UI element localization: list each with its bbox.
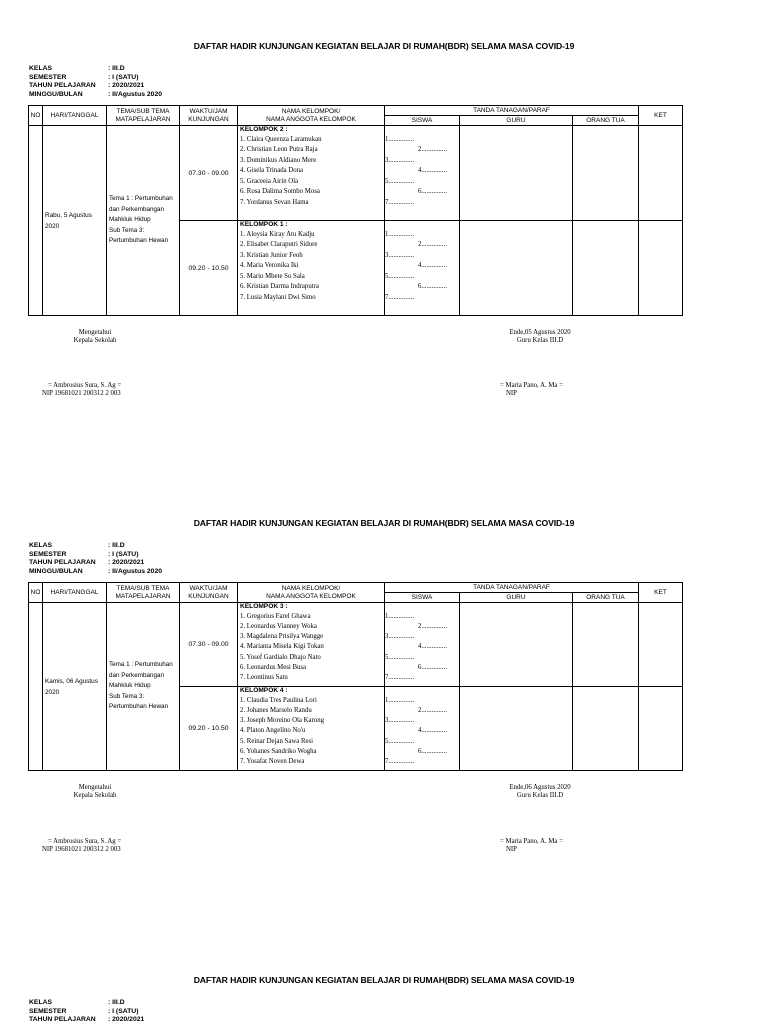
teacher-name: = Maria Pano, A. Ma = NIP bbox=[500, 838, 563, 853]
col-group: NAMA KELOMPOK/ NAMA ANGGOTA KELOMPOK bbox=[238, 106, 385, 126]
col-no: NO bbox=[29, 106, 43, 126]
parent-signature bbox=[573, 221, 639, 316]
member-name: 7. Yordanus Sevan Hama bbox=[240, 199, 309, 207]
col-day: HARI/TANGGAL bbox=[43, 583, 107, 603]
group-heading: KELOMPOK 2 : bbox=[240, 126, 288, 133]
class-info bbox=[29, 999, 144, 1025]
info-label: MINGGU/BULAN bbox=[29, 90, 83, 98]
info-value: : 2020/2021 bbox=[108, 82, 145, 89]
visit-time: 09.20 - 10.50 bbox=[180, 687, 238, 771]
col-teacher: GURU bbox=[460, 116, 573, 126]
info-label: KELAS bbox=[29, 542, 53, 549]
theme-subject: Tema 1 : Pertumbuhan dan Perkembangan Mahkluk Hidup Sub Tema 3: Pertumbuhan Hewan bbox=[107, 126, 180, 316]
col-no: NO bbox=[29, 583, 43, 603]
col-note: KET bbox=[639, 106, 683, 126]
member-name: 5. Mario Mbete So Sala bbox=[240, 272, 305, 280]
member-name: 3. Magdalena Prisilya Wangge bbox=[240, 633, 324, 641]
col-student: SISWA bbox=[385, 116, 460, 126]
col-signature: TANDA TANAGAN/PARAF bbox=[385, 106, 639, 116]
student-signatures: 1............... 2............... 3............... 4............... 5............... 6............... 7............... bbox=[385, 603, 460, 687]
group-heading: KELOMPOK 4 : bbox=[240, 687, 288, 694]
info-value: : I (SATU) bbox=[108, 73, 139, 81]
student-signatures: 1............... 2............... 3............... 4............... 5............... 6............... 7............... bbox=[385, 126, 460, 221]
col-student: SISWA bbox=[385, 593, 460, 603]
member-name: 6. Kristian Darma Indraputra bbox=[240, 283, 319, 291]
info-label: SEMESTER bbox=[29, 550, 67, 558]
sheet-title: DAFTAR HADIR KUNJUNGAN KEGIATAN BELAJAR DI RUMAH(BDR) SELAMA MASA COVID-19 bbox=[193, 975, 575, 985]
principal-block: Mengetahui Kepala Sekolah bbox=[73, 784, 117, 799]
col-group: NAMA KELOMPOK/ NAMA ANGGOTA KELOMPOK bbox=[238, 583, 385, 603]
group-members bbox=[238, 221, 385, 316]
attendance-table bbox=[28, 582, 683, 771]
teacher-name: = Maria Pano, A. Ma = NIP bbox=[500, 382, 563, 397]
group-heading: KELOMPOK 1 : bbox=[240, 221, 288, 228]
principal-block: Mengetahui Kepala Sekolah bbox=[73, 329, 117, 344]
col-parent: ORANG TUA bbox=[573, 116, 639, 126]
info-label: SEMESTER bbox=[29, 73, 67, 81]
teacher-signature bbox=[460, 126, 573, 221]
teacher-block: Ende,06 Agustus 2020 Guru Kelas III.D bbox=[509, 784, 571, 799]
principal-name: = Ambrosius Sura, S. Ag = NIP 19681021 200312 2 003 bbox=[42, 382, 122, 397]
theme-subject: Tema 1 : Pertumbuhan dan Perkembangan Mahkluk Hidup Sub Tema 3: Pertumbuhan Hewan bbox=[107, 603, 180, 771]
member-name: 6. Rosa Dalima Sombo Mosa bbox=[240, 188, 320, 196]
member-name: 2. Christian Leon Putra Raja bbox=[240, 146, 318, 154]
member-name: 3. Dominikus Aldiano Mere bbox=[240, 156, 317, 164]
class-info bbox=[29, 542, 162, 576]
group-members bbox=[238, 603, 385, 687]
note-cell bbox=[639, 221, 683, 316]
info-label: MINGGU/BULAN bbox=[29, 567, 83, 575]
teacher-signature bbox=[460, 687, 573, 771]
member-name: 7. Lusia Maylani Dwi Simo bbox=[240, 294, 316, 302]
info-label: TAHUN PELAJARAN bbox=[29, 559, 96, 566]
col-theme: TEMA/SUB TEMA MATAPELAJARAN bbox=[107, 583, 180, 603]
member-name: 3. Kristian Junior Feoh bbox=[240, 251, 303, 259]
member-name: 1. Claira Queenza Laramukan bbox=[240, 135, 322, 143]
group-heading: KELOMPOK 3 : bbox=[240, 603, 288, 610]
row-number bbox=[29, 603, 43, 771]
col-time: WAKTU/JAM KUNJUNGAN bbox=[180, 106, 238, 126]
row-number bbox=[29, 126, 43, 316]
class-info bbox=[29, 65, 162, 99]
member-name: 2. Leonardus Vianney Woka bbox=[240, 622, 317, 630]
visit-time: 09.20 - 10.50 bbox=[180, 221, 238, 316]
student-signatures: 1............... 2............... 3............... 4............... 5............... 6............... 7............... bbox=[385, 221, 460, 316]
info-label: TAHUN PELAJARAN bbox=[29, 1016, 96, 1023]
sheet-title: DAFTAR HADIR KUNJUNGAN KEGIATAN BELAJAR DI RUMAH(BDR) SELAMA MASA COVID-19 bbox=[193, 518, 575, 528]
member-name: 1. Aloysia Kiray Atu Kadju bbox=[240, 230, 315, 238]
member-name: 5. Yosef Gardialo Dhajo Nato bbox=[240, 653, 321, 661]
info-value: : III.D bbox=[108, 542, 125, 549]
member-name: 4. Marianta Misela Kigi Tokan bbox=[240, 643, 324, 651]
member-name: 7. Leontinus Satu bbox=[240, 674, 288, 682]
member-name: 7. Yosafat Noven Dewa bbox=[240, 758, 305, 766]
principal-name: = Ambrosius Sura, S. Ag = NIP 19681021 200312 2 003 bbox=[42, 838, 122, 853]
day-date: Rabu, 5 Agustus 2020 bbox=[43, 126, 107, 316]
student-signatures: 1............... 2............... 3............... 4............... 5............... 6............... 7............... bbox=[385, 687, 460, 771]
member-name: 4. Gisela Trinada Dona bbox=[240, 167, 304, 175]
info-value: : III.D bbox=[108, 65, 125, 72]
note-cell bbox=[639, 603, 683, 687]
member-name: 6. Yohanes Sandriko Wogha bbox=[240, 747, 317, 755]
attendance-table bbox=[28, 105, 683, 316]
member-name: 1. Gregorius Farel Ghawa bbox=[240, 612, 311, 620]
group-members bbox=[238, 687, 385, 771]
info-label: TAHUN PELAJARAN bbox=[29, 82, 96, 89]
teacher-signature bbox=[460, 603, 573, 687]
info-value: : I (SATU) bbox=[108, 550, 139, 558]
info-value: : II/Agustus 2020 bbox=[108, 567, 163, 575]
info-value: : II/Agustus 2020 bbox=[108, 90, 163, 98]
col-theme: TEMA/SUB TEMA MATAPELAJARAN bbox=[107, 106, 180, 126]
parent-signature bbox=[573, 687, 639, 771]
member-name: 2. Elisabet Claraputri Sidore bbox=[240, 241, 318, 249]
col-note: KET bbox=[639, 583, 683, 603]
member-name: 1. Claudia Tres Paulina Lori bbox=[240, 696, 317, 704]
group-members bbox=[238, 126, 385, 221]
info-value: : III.D bbox=[108, 999, 125, 1006]
note-cell bbox=[639, 126, 683, 221]
col-time: WAKTU/JAM KUNJUNGAN bbox=[180, 583, 238, 603]
teacher-signature bbox=[460, 221, 573, 316]
visit-time: 07.30 - 09.00 bbox=[180, 126, 238, 221]
info-value: : 2020/2021 bbox=[108, 1016, 145, 1023]
info-label: KELAS bbox=[29, 65, 53, 72]
member-name: 2. Johanes Marselo Randu bbox=[240, 706, 312, 714]
member-name: 3. Joseph Moreino Ola Karong bbox=[240, 717, 325, 725]
note-cell bbox=[639, 687, 683, 771]
col-signature: TANDA TANAGAN/PARAF bbox=[385, 583, 639, 593]
member-name: 5. Graceeia Airin Ola bbox=[240, 177, 299, 185]
sheet-title: DAFTAR HADIR KUNJUNGAN KEGIATAN BELAJAR DI RUMAH(BDR) SELAMA MASA COVID-19 bbox=[193, 41, 575, 51]
info-value: : I (SATU) bbox=[108, 1007, 139, 1015]
parent-signature bbox=[573, 603, 639, 687]
col-day: HARI/TANGGAL bbox=[43, 106, 107, 126]
member-name: 4. Platon Angelino No'u bbox=[240, 727, 306, 735]
col-teacher: GURU bbox=[460, 593, 573, 603]
visit-time: 07.30 - 09.00 bbox=[180, 603, 238, 687]
teacher-block: Ende,05 Agustus 2020 Guru Kelas III.D bbox=[509, 329, 571, 344]
member-name: 4. Maria Veronika Iki bbox=[240, 262, 299, 270]
parent-signature bbox=[573, 126, 639, 221]
info-label: SEMESTER bbox=[29, 1007, 67, 1015]
info-label: KELAS bbox=[29, 999, 53, 1006]
member-name: 6. Leonardus Mesi Busa bbox=[240, 663, 307, 671]
info-value: : 2020/2021 bbox=[108, 559, 145, 566]
day-date: Kamis, 06 Agustus 2020 bbox=[43, 603, 107, 771]
member-name: 5. Reinar Dejan Sawa Resi bbox=[240, 737, 314, 745]
col-parent: ORANG TUA bbox=[573, 593, 639, 603]
